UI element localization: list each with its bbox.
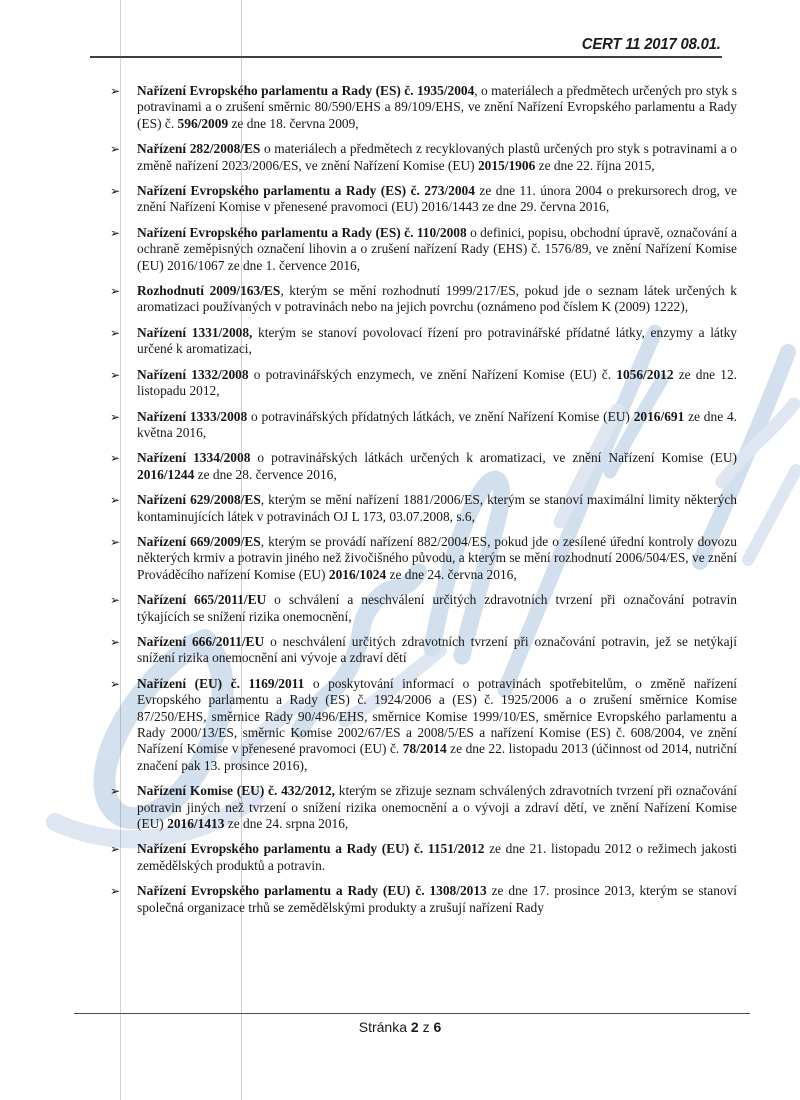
page-total: 6 [433,1019,442,1035]
list-item [110,367,737,400]
list-item [110,592,737,625]
regulation-text: Nařízení 669/2009/ES, kterým se provádí nařízení 882/2004/ES, pokud jde o zesílené úřední kontroly dovozu některých krmiv a potravin jiného než živočišného původu, a kterým se mění rozhodnutí 2006/504/ES, ve znění Prováděcího nařízení Komise (EU) 2016/1024 ze dne 24. června 2016, [137,533,737,582]
regulation-text: Nařízení Evropského parlamentu a Rady (ES) č. 273/2004 ze dne 11. února 2004 o prekursorech drog, ve znění Nařízení Komise v přenesené pravomoci (EU) 2016/1443 ze dne 29. června 2016, [137,183,737,215]
list-item [110,325,737,358]
regulation-text: Nařízení Komise (EU) č. 432/2012, kterým se zřizuje seznam schválených zdravotních tvrzení při označování potravin jiných než tvrzení o snížení rizika onemocnění a o vývoji a zdraví dětí, ve znění Nařízení Komise (EU) 2016/1413 ze dne 24. srpna 2016, [137,783,737,832]
arrow-bullet-icon: ➢ [110,367,121,382]
arrow-bullet-icon: ➢ [110,676,121,691]
regulation-text: Nařízení 1333/2008 o potravinářských přídatných látkách, ve znění Nařízení Komise (EU) 2016/691 ze dne 4. května 2016, [137,408,737,440]
arrow-bullet-icon: ➢ [110,184,121,199]
arrow-bullet-icon: ➢ [110,842,121,857]
list-item [110,841,737,874]
document-reference: CERT 11 2017 08.01. [582,36,721,53]
list-item [110,141,737,174]
regulation-text: Nařízení Evropského parlamentu a Rady (ES) č. 110/2008 o definici, popisu, obchodní úpravě, označování a ochraně zeměpisných označení lihovin a o zrušení nařízení Rady (EHS) č. 1576/89, ve znění Nařízení Komise (EU) 2016/1067 ze dne 1. července 2016, [137,224,738,273]
list-item [110,634,737,667]
regulation-text: Rozhodnutí 2009/163/ES, kterým se mění rozhodnutí 1999/217/ES, pokud jde o seznam látek určených k aromatizaci používaných v potravinách nebo na jejich povrchu (oznámeno pod číslem K (2009) 1222), [137,283,737,315]
arrow-bullet-icon: ➢ [110,284,121,299]
list-item [110,450,737,483]
regulation-text: Nařízení 1332/2008 o potravinářských enzymech, ve znění Nařízení Komise (EU) č. 1056/2012 ze dne 12. listopadu 2012, [137,366,738,399]
page-word: Stránka [358,1019,407,1035]
arrow-bullet-icon: ➢ [110,84,121,98]
arrow-bullet-icon: ➢ [110,784,121,799]
regulation-text: Nařízení Evropského parlamentu a Rady (EU) č. 1151/2012 ze dne 21. listopadu 2012 o režimech jakosti zemědělských produktů a potravin. [137,841,737,873]
regulation-text: Nařízení Evropského parlamentu a Rady (ES) č. 1935/2004, o materiálech a předmětech určených pro styk s potravinami a o zrušení směrnic 80/590/EHS a 89/109/EHS, ve znění Nařízení Evropského parlamentu a Rady (ES) č. 596/2009 ze dne 18. června 2009, [137,83,737,131]
arrow-bullet-icon: ➢ [110,451,121,466]
regulation-text: Nařízení 665/2011/EU o schválení a neschválení určitých zdravotních tvrzení při označování potravin týkajících se snížení rizika onemocnění, [137,592,737,624]
regulation-text: Nařízení 282/2008/ES o materiálech a předmětech z recyklovaných plastů určených pro styk s potravinami a o změně nařízení 2023/2006/ES, ve znění Nařízení Komise (EU) 2015/1906 ze dne 22. října 2015, [137,141,737,173]
arrow-bullet-icon: ➢ [110,593,121,608]
page-current: 2 [410,1019,419,1035]
page-separator: z [422,1019,430,1035]
arrow-bullet-icon: ➢ [110,225,121,240]
list-item [110,283,737,316]
list-item [110,534,737,583]
regulation-list [110,83,737,925]
arrow-bullet-icon: ➢ [110,325,121,340]
arrow-bullet-icon: ➢ [110,493,121,508]
regulation-text: Nařízení (EU) č. 1169/2011 o poskytování informací o potravinách spotřebitelům, o změně nařízení Evropského parlamentu a Rady (ES) č. 1924/2006 a (ES) č. 1925/2006 a o zrušení směrnice Komise 87/250/EHS, směrnice Rady 90/496/EHS, směrnice Komise 1999/10/ES, směrnice Evropského parlamentu a Rady 2000/13/ES, směrnic Komise 2002/67/ES a 2008/5/ES a nařízení Komise (ES) č. 608/2004, ve znění Nařízení Komise v přenesené pravomoci (EU) č. 78/2014 ze dne 22. listopadu 2013 (účinnost od 2014, nutriční značení pak 13. prosince 2016), [137,675,737,773]
regulation-text: Nařízení 1331/2008, kterým se stanoví povolovací řízení pro potravinářské přídatné látky, enzymy a látky určené k aromatizaci, [137,324,737,357]
regulation-text: Nařízení 666/2011/EU o neschválení určitých zdravotních tvrzení při označování potravin, jež se netýkají snížení rizika onemocnění ani vývoje a zdraví dětí [137,633,737,666]
list-item [110,83,737,132]
arrow-bullet-icon: ➢ [110,884,121,899]
arrow-bullet-icon: ➢ [110,409,121,424]
list-item [110,883,737,916]
footer-rule [74,1013,750,1014]
list-item [110,409,737,442]
list-item [110,676,737,774]
list-item [110,183,737,216]
header-rule [90,56,722,58]
arrow-bullet-icon: ➢ [110,634,121,649]
list-item [110,225,737,274]
regulation-text: Nařízení 1334/2008 o potravinářských látkách určených k aromatizaci, ve znění Nařízení Komise (EU) 2016/1244 ze dne 28. července 2016, [137,450,737,482]
arrow-bullet-icon: ➢ [110,142,121,157]
list-item [110,492,737,525]
list-item [110,783,737,832]
page-number [0,1019,800,1035]
regulation-text: Nařízení 629/2008/ES, kterým se mění nařízení 1881/2006/ES, kterým se stanoví maximální limity některých kontaminujících látek v potravinách OJ L 173, 03.07.2008, s.6, [137,492,737,524]
arrow-bullet-icon: ➢ [110,534,121,549]
regulation-text: Nařízení Evropského parlamentu a Rady (EU) č. 1308/2013 ze dne 17. prosince 2013, kterým se stanoví společná organizace trhů se zemědělskými produkty a zrušují nařízení Rady [137,883,738,915]
